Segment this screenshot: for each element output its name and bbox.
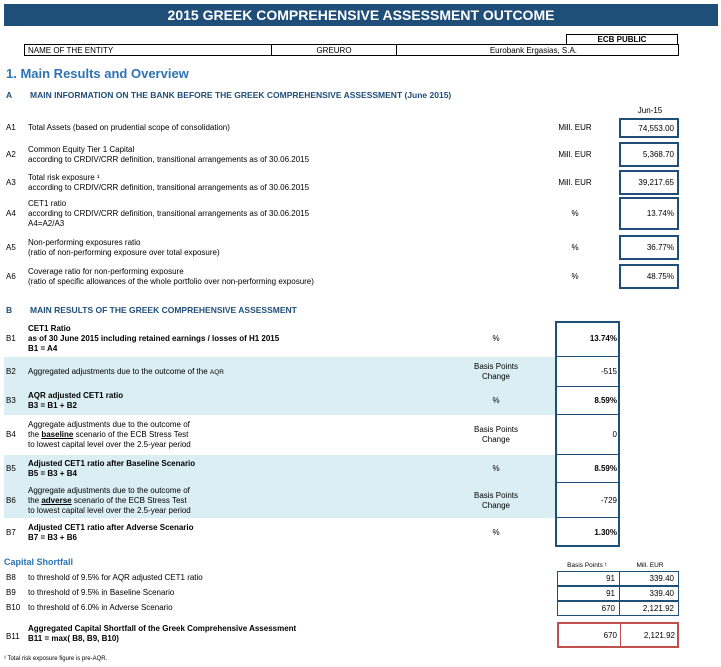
row-b4-value: 0 — [612, 430, 617, 439]
row-b4-unit: Basis Points Change — [473, 425, 519, 444]
row-b3-divider — [557, 414, 618, 415]
row-a6-line-1: Coverage ratio for non-performing exposure — [28, 266, 184, 276]
row-a6-id: A6 — [6, 271, 16, 281]
row-a4-unit: % — [571, 208, 579, 218]
row-b11-line-1: Aggregated Capital Shortfall of the Greek Comprehensive Assessment — [28, 624, 297, 633]
row-a5-line-2: (ratio of non-performing exposure over total exposure) — [28, 247, 220, 257]
row-b1-divider — [557, 356, 618, 357]
b11-bp-value: 670 — [603, 631, 617, 640]
section-b-title: MAIN RESULTS OF THE GREEK COMPREHENSIVE ASSESSMENT — [30, 305, 297, 315]
row-a2-value: 5,368.70 — [619, 142, 679, 167]
row-b11-line-2: B11 = max( B8, B9, B10) — [28, 634, 119, 643]
row-b9-eur: 339.40 — [619, 586, 679, 601]
entity-code: GREURO — [316, 46, 352, 55]
row-a5-unit: % — [571, 242, 579, 252]
row-a3-line-2: according to CRDIV/CRR definition, transitional arrangements as of 30.06.2015 — [28, 182, 310, 192]
page-title: 2015 GREEK COMPREHENSIVE ASSESSMENT OUTCOME — [4, 4, 718, 26]
row-b4-line-1: Aggregate adjustments due to the outcome of — [28, 420, 190, 429]
row-b7-line-2: B7 = B3 + B6 — [28, 532, 77, 542]
row-b8-bp: 91 — [557, 571, 620, 586]
row-b4-divider — [557, 454, 618, 455]
row-b5-line-1: Adjusted CET1 ratio after Baseline Scenario — [28, 459, 196, 468]
row-b2-value: -515 — [600, 367, 617, 376]
row-b1-id: B1 — [6, 334, 16, 343]
entity-label: NAME OF THE ENTITY — [28, 46, 114, 55]
footnote: ¹ Total risk exposure figure is pre-AQR. — [4, 656, 108, 662]
row-b10-eur: 2,121.92 — [619, 601, 679, 616]
row-b3-id: B3 — [6, 396, 16, 405]
row-b9-bp: 91 — [557, 586, 620, 601]
row-b7-id: B7 — [6, 527, 16, 537]
row-b7-unit: % — [492, 527, 500, 537]
row-a5-id: A5 — [6, 242, 16, 252]
row-b9-label: to threshold of 9.5% in Baseline Scenario — [28, 588, 175, 597]
row-a4-id: A4 — [6, 208, 16, 218]
col-header-mill-eur: Mill. EUR — [636, 562, 664, 569]
row-a3-unit: Mill. EUR — [558, 177, 592, 187]
col-header-jun15: Jun-15 — [637, 106, 663, 115]
row-b4-line-2: the baseline scenario of the ECB Stress Test — [28, 430, 189, 439]
row-b6-unit: Basis Points Change — [473, 490, 519, 510]
row-id: B11 — [6, 632, 20, 641]
row-b5-line-2: B5 = B3 + B4 — [28, 469, 77, 478]
row-b5-id: B5 — [6, 464, 16, 473]
row-b9-id: B9 — [6, 588, 16, 597]
row-b1-value: 13.74% — [589, 334, 617, 343]
row-b10-bp: 670 — [557, 601, 620, 616]
row-b5-value: 8.59% — [594, 464, 617, 473]
row-b5-unit: % — [492, 464, 500, 473]
row-b3-value: 8.59% — [594, 396, 617, 405]
row-a4-line-1: CET1 ratio — [28, 198, 67, 208]
ecb-public-label: ECB PUBLIC — [566, 34, 678, 44]
row-b10-label: to threshold of 6.0% in Adverse Scenario — [28, 603, 173, 612]
row-a5-line-1: Non-performing exposures ratio — [28, 237, 141, 247]
row-a4-line-3: A4=A2/A3 — [28, 218, 65, 228]
row-a4-value: 13.74% — [619, 197, 679, 230]
section-1-title: 1. Main Results and Overview — [6, 66, 189, 81]
row-b1-line-3: B1 = A4 — [28, 344, 58, 353]
row-b1-line-1: CET1 Ratio — [28, 324, 71, 333]
row-b7-line-1: Adjusted CET1 ratio after Adverse Scenario — [28, 522, 194, 532]
row-b8-label: to threshold of 9.5% for AQR adjusted CET1 ratio — [28, 573, 203, 582]
row-b2-unit: Basis Points Change — [473, 362, 519, 381]
row-b4-line-3: to lowest capital level over the 2.5-year period — [28, 440, 191, 449]
row-b6-line-2: the adverse scenario of the ECB Stress Test — [28, 495, 187, 505]
b11-eur-value: 2,121.92 — [643, 631, 675, 640]
row-a1-line-1: Total Assets (based on prudential scope of consolidation) — [28, 123, 230, 132]
row-b8-id: B8 — [6, 573, 16, 582]
row-b7-value: 1.30% — [594, 527, 617, 537]
row-b6-value: -729 — [600, 495, 617, 505]
row-b10-id: B10 — [6, 603, 21, 612]
row-a1-value: 74,553.00 — [619, 118, 679, 138]
row-a6-line-2: (ratio of specific allowances of the whole portfolio over non-performing exposure) — [28, 276, 314, 286]
row-b6-id: B6 — [6, 495, 16, 505]
row-b3-line-2: B3 = B1 + B2 — [28, 401, 77, 410]
row-b5-divider — [557, 482, 618, 483]
row-b1-line-2: as of 30 June 2015 including retained earnings / losses of H1 2015 — [28, 334, 280, 343]
section-a-title: MAIN INFORMATION ON THE BANK BEFORE THE GREEK COMPREHENSIVE ASSESSMENT (June 2015) — [30, 90, 452, 100]
col-header-basis-points: Basis Points ¹ — [567, 562, 607, 569]
row-b6-line-3: to lowest capital level over the 2.5-year period — [28, 505, 191, 515]
row-b2-line-1: Aggregated adjustments due to the outcome of the AQR — [28, 367, 224, 376]
row-b2-id: B2 — [6, 367, 16, 376]
row-b2-divider — [557, 386, 618, 387]
row-a3-id: A3 — [6, 177, 16, 187]
row-a6-value: 48.75% — [619, 264, 679, 289]
row-b3-line-1: AQR adjusted CET1 ratio — [28, 391, 124, 400]
section-a-letter: A — [6, 90, 13, 100]
row-b1-unit: % — [492, 334, 500, 343]
row-b6-line-1: Aggregate adjustments due to the outcome of — [28, 485, 190, 495]
row-a2-id: A2 — [6, 149, 16, 159]
capital-shortfall-title: Capital Shortfall — [4, 557, 74, 567]
row-b6-divider — [557, 517, 618, 518]
row-b8-eur: 339.40 — [619, 571, 679, 586]
row-a2-unit: Mill. EUR — [558, 149, 592, 159]
row-a4-line-2: according to CRDIV/CRR definition, transitional arrangements as of 30.06.2015 — [28, 208, 310, 218]
row-a3-line-1: Total risk exposure ¹ — [28, 172, 100, 182]
row-a1-unit: Mill. EUR — [558, 123, 592, 132]
row-b3-unit: % — [492, 396, 500, 405]
row-a1-id: A1 — [6, 123, 16, 132]
row-a5-value: 36.77% — [619, 235, 679, 260]
row-a2-line-2: according to CRDIV/CRR definition, transitional arrangements as of 30.06.2015 — [28, 154, 310, 164]
row-a6-unit: % — [571, 271, 579, 281]
entity-name: Eurobank Ergasias, S.A. — [489, 46, 577, 55]
row-b4-id: B4 — [6, 430, 16, 439]
section-b-letter: B — [6, 305, 13, 315]
row-a2-line-1: Common Equity Tier 1 Capital — [28, 144, 135, 154]
row-a3-value: 39,217.65 — [619, 170, 679, 195]
b11-total-box — [557, 622, 679, 648]
entity-header-row — [24, 44, 679, 56]
